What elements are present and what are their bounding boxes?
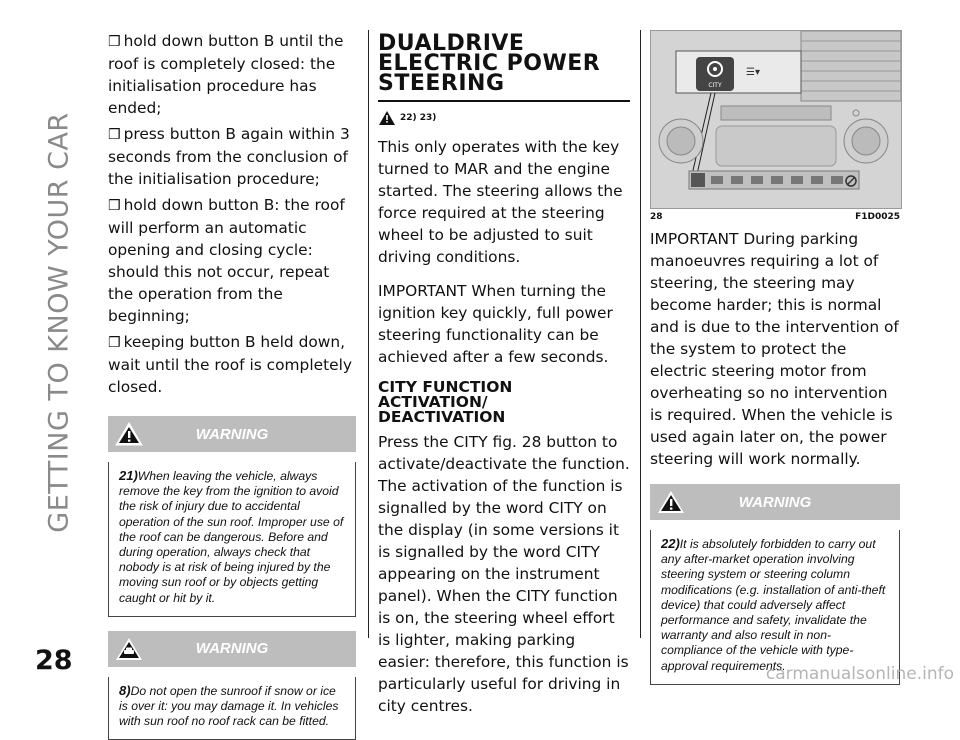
warning-triangle-icon	[656, 489, 686, 515]
warning-header	[108, 416, 356, 452]
checkbox-bullet-icon: ❒	[108, 198, 121, 214]
headlight-level-icon: ☰▾	[746, 67, 760, 78]
bullet-item: ❒ hold down button B until the roof is completely closed: the initialisation procedure has ended;	[108, 32, 344, 117]
warning-heading: WARNING	[195, 425, 269, 443]
watermark: carmanualsonline.info	[765, 664, 954, 684]
warning-refs: 22) 23)	[378, 110, 630, 126]
bullet-item: ❒ hold down button B: the roof will perform an automatic opening and closing cycle: should this not occur, repeat the operation from the beginning;	[108, 196, 345, 325]
checkbox-bullet-icon: ❒	[108, 335, 121, 351]
page-number: 28	[35, 645, 73, 676]
warning-text: When leaving the vehicle, always remove the key from the ignition to avoid the risk of injury due to accidental operation of the sun roof. Improper use of the roof can be dangerous. Before and during operation, always check that nobody is at risk of being injured by the moving sun roof or by objects getting caught or hit by it.	[119, 469, 344, 605]
checkbox-bullet-icon: ❒	[108, 127, 121, 143]
city-button-label: CITY	[708, 82, 722, 89]
paragraph: IMPORTANT During parking manoeuvres requiring a lot of steering, the steering may become harder; this is normal and is due to the intervention of the system to protect the electric steering motor from overheating so no intervention is required. When the vehicle is used again later on, the power steering will work normally.	[650, 230, 899, 468]
warning-text: Do not open the sunroof if snow or ice is over it: you may damage it. In vehicles with sun roof no roof rack can be fitted.	[119, 683, 339, 729]
checkbox-bullet-icon: ❒	[108, 34, 121, 50]
warning-triangle-icon	[378, 110, 396, 126]
dashboard-illustration	[651, 31, 901, 208]
bullet-item: ❒ keeping button B held down, wait until the roof is completely closed.	[108, 333, 352, 396]
column-3	[650, 30, 900, 685]
column-2	[378, 30, 630, 729]
warning-text: It is absolutely forbidden to carry out any after-market operation involving steering system or steering column modifications (e.g. installation of anti-theft device) that could adversely affect performance and safety, invalidate the warranty and also result in non-compliance of the vehicle with type-approval requirements.	[661, 537, 886, 673]
subsection-title: CITY FUNCTION ACTIVATION/ DEACTIVATION	[378, 378, 513, 426]
chapter-title: GETTING TO KNOW YOUR CAR	[43, 112, 75, 533]
warning-triangle-icon	[114, 421, 144, 447]
column-divider	[640, 30, 641, 638]
bullet-item: ❒ press button B again within 3 seconds from the conclusion of the initialisation procedure;	[108, 125, 350, 188]
warning-heading: WARNING	[195, 640, 269, 658]
warning-box-21	[108, 416, 356, 617]
paragraph: Press the CITY fig. 28 button to activate/deactivate the function. The activation of the function is signalled by the word CITY on the display (in some versions it is signalled by the word CITY appearing on the instrument panel). When the CITY function is on, the steering wheel effort is lighter, making parking easier: therefore, this function is particularly useful for driving in city centres.	[378, 433, 630, 715]
chapter-side-label	[34, 30, 84, 615]
warning-heading: WARNING	[738, 493, 812, 511]
paragraph: IMPORTANT When turning the ignition key quickly, full power steering functionality can be achieved after a few seconds.	[378, 282, 613, 366]
warning-body	[108, 677, 356, 740]
warning-ref: 21)	[119, 468, 138, 483]
figure-caption	[650, 212, 900, 222]
warning-box-8	[108, 631, 356, 740]
figure-code: F1D0025	[855, 212, 900, 222]
column-1	[108, 30, 356, 740]
warning-ref: 22)	[661, 536, 680, 551]
warning-ref: 8)	[119, 682, 131, 698]
column-divider	[368, 30, 369, 638]
warning-body	[650, 530, 900, 685]
car-hazard-icon	[114, 636, 144, 662]
warning-header	[108, 631, 356, 667]
paragraph: This only operates with the key turned to MAR and the engine started. The steering allows the force required at the steering wheel to be adjusted to suit driving conditions.	[378, 138, 623, 266]
warning-header	[650, 484, 900, 520]
warning-body	[108, 462, 356, 617]
section-title: DUALDRIVE ELECTRIC POWER STEERING	[378, 34, 630, 102]
warning-box-22	[650, 484, 900, 685]
figure-number: 28	[650, 212, 663, 222]
figure-dashboard	[650, 30, 902, 209]
